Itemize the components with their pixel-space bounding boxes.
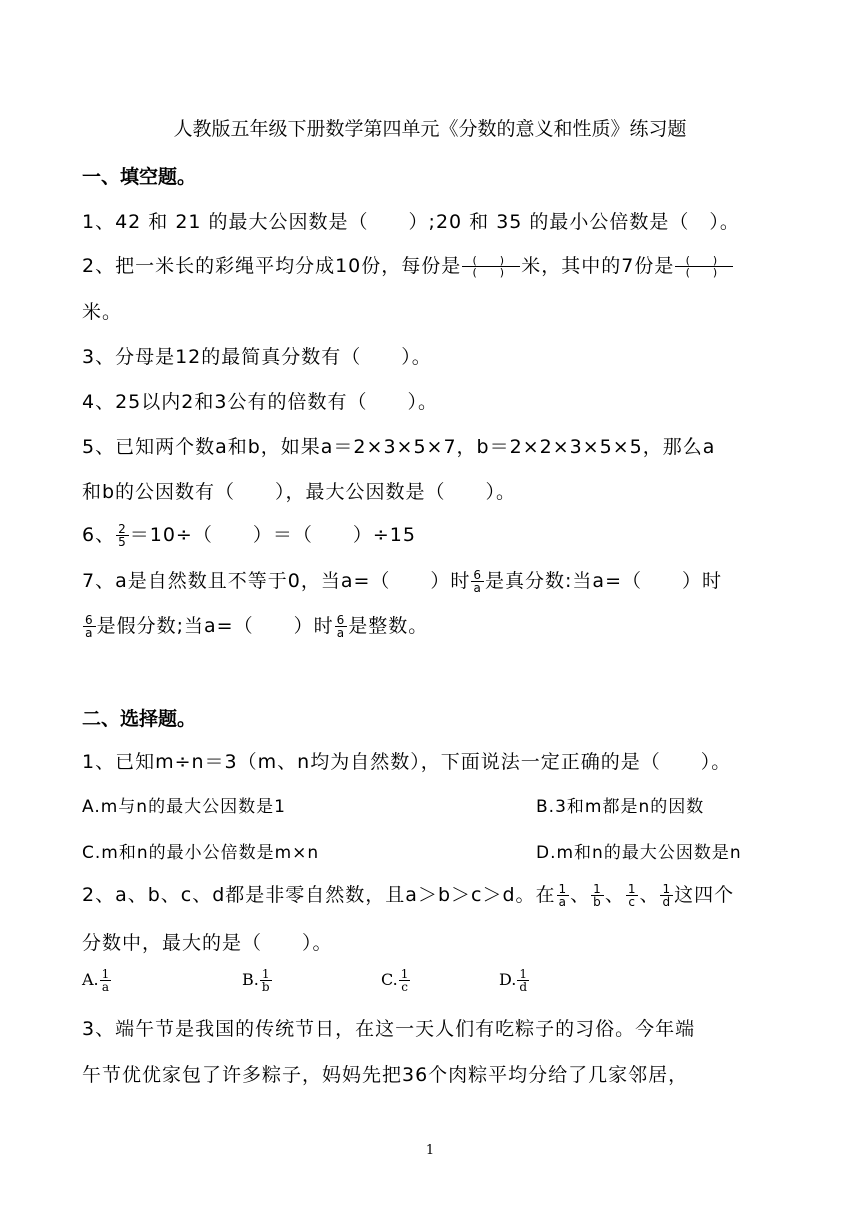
fraction-numerator: 1 <box>593 882 602 896</box>
blank-fraction-2 <box>675 255 733 278</box>
blank-denominator: ( ) <box>675 266 733 278</box>
s2-q2-text-a: 2、a、b、c、d都是非零自然数，且a＞b＞c＞d。在 <box>82 884 556 906</box>
s1-question-4: 4、25以内2和3公有的倍数有（ ）。 <box>82 391 438 413</box>
option-letter: B. <box>242 970 259 989</box>
blank-fraction-1 <box>462 255 520 278</box>
s2-question-2a <box>82 880 734 908</box>
fraction-numerator: 1 <box>101 967 110 981</box>
s1-question-6 <box>82 520 416 548</box>
fraction-denominator: b <box>261 980 270 994</box>
s1-question-3: 3、分母是12的最简真分数有（ ）。 <box>82 346 432 368</box>
page-number: 1 <box>425 1143 435 1158</box>
option-letter: D. <box>499 970 517 989</box>
s2-q1-option-a: A.m与n的最大公因数是1 <box>82 797 286 817</box>
fraction-numerator: 1 <box>261 967 270 981</box>
section2-heading: 二、选择题。 <box>82 708 197 730</box>
page-title: 人教版五年级下册数学第四单元《分数的意义和性质》练习题 <box>173 118 687 140</box>
fraction-1-b <box>591 883 604 908</box>
fraction-2-5 <box>116 523 129 548</box>
s2-q2-option-b <box>242 968 273 993</box>
fraction-1-c <box>626 883 639 908</box>
s1-q7-text-a2: 是真分数:当a=（ ）时 <box>485 570 722 592</box>
separator: 、 <box>604 884 625 906</box>
s2-q2-option-c <box>381 968 411 993</box>
s1-question-5b: 和b的公因数有（ ），最大公因数是（ ）。 <box>82 481 517 503</box>
fraction-1-d <box>517 968 529 993</box>
fraction-1-a <box>557 883 570 908</box>
s2-question-2b: 分数中，最大的是（ ）。 <box>82 932 333 954</box>
s2-q2-option-a <box>82 968 112 993</box>
s1-q2-text-b: 米，其中的7份是 <box>521 255 675 277</box>
fraction-denominator: d <box>519 980 528 994</box>
s1-q6-prefix: 6、 <box>82 524 116 546</box>
s1-q7-text-a1: 7、a是自然数且不等于0，当a=（ ）时 <box>82 570 471 592</box>
fraction-1-a <box>100 968 112 993</box>
s2-q1-option-d: D.m和n的最大公因数是n <box>536 843 742 863</box>
fraction-numerator: 1 <box>400 967 409 981</box>
s1-question-1: 1、42 和 21 的最大公因数是（ ）;20 和 35 的最小公倍数是（ ）。 <box>82 211 740 233</box>
blank-denominator: ( ) <box>462 266 520 278</box>
fraction-denominator: b <box>591 895 604 908</box>
fraction-1-c <box>399 968 411 993</box>
fraction-denominator: 5 <box>118 535 127 549</box>
fraction-numerator: 6 <box>85 613 94 627</box>
s1-q7-text-b2: 是整数。 <box>348 615 429 637</box>
fraction-6-a <box>471 569 484 594</box>
fraction-denominator: c <box>399 980 411 993</box>
s2-question-1: 1、已知m÷n＝3（m、n均为自然数），下面说法一定正确的是（ ）。 <box>82 751 732 773</box>
section1-heading: 一、填空题。 <box>82 166 197 188</box>
separator: 、 <box>570 884 591 906</box>
fraction-numerator: 2 <box>118 522 127 536</box>
s1-question-7a <box>82 566 722 594</box>
fraction-6-a <box>83 614 96 639</box>
s2-question-3a: 3、端午节是我国的传统节日，在这一天人们有吃粽子的习俗。今年端 <box>82 1018 696 1040</box>
fraction-numerator: 6 <box>473 568 483 582</box>
s1-q7-text-b1: 是假分数;当a=（ ）时 <box>96 615 334 637</box>
fraction-numerator: 1 <box>627 882 637 896</box>
s1-q6-rest: ＝10÷（ ）＝（ ）÷15 <box>129 524 416 546</box>
blank-numerator: ( ) <box>472 254 511 267</box>
s2-question-3b: 午节优优家包了许多粽子，妈妈先把36个肉粽平均分给了几家邻居， <box>82 1064 689 1086</box>
fraction-numerator: 1 <box>558 882 568 896</box>
fraction-1-d <box>660 883 673 908</box>
fraction-denominator: a <box>557 895 570 908</box>
option-letter: A. <box>82 970 99 989</box>
s1-question-2 <box>82 251 734 278</box>
fraction-denominator: a <box>83 626 96 639</box>
fraction-denominator: a <box>100 980 112 993</box>
s2-q1-option-c: C.m和n的最小公倍数是m×n <box>82 843 320 863</box>
separator: 、 <box>639 884 660 906</box>
fraction-denominator: a <box>335 626 348 639</box>
fraction-6-a <box>335 614 348 639</box>
option-letter: C. <box>381 970 398 989</box>
fraction-numerator: 1 <box>662 882 672 896</box>
s2-q2-text-a2: 这四个 <box>674 884 735 906</box>
fraction-numerator: 6 <box>336 613 346 627</box>
fraction-numerator: 1 <box>519 967 527 981</box>
s1-question-7b <box>82 611 428 639</box>
fraction-1-b <box>260 968 272 993</box>
blank-numerator: ( ) <box>685 254 724 267</box>
s1-question-5a: 5、已知两个数a和b，如果a＝2×3×5×7，b＝2×2×3×5×5，那么a <box>82 436 716 458</box>
s2-q2-option-d <box>499 968 530 993</box>
s2-q1-option-b: B.3和m都是n的因数 <box>536 797 705 817</box>
fraction-denominator: d <box>660 895 673 908</box>
s1-q2-text-a: 2、把一米长的彩绳平均分成10份，每份是 <box>82 255 462 277</box>
s1-q2-continued: 米。 <box>82 301 123 323</box>
fraction-denominator: a <box>471 581 484 594</box>
fraction-denominator: c <box>626 895 639 908</box>
